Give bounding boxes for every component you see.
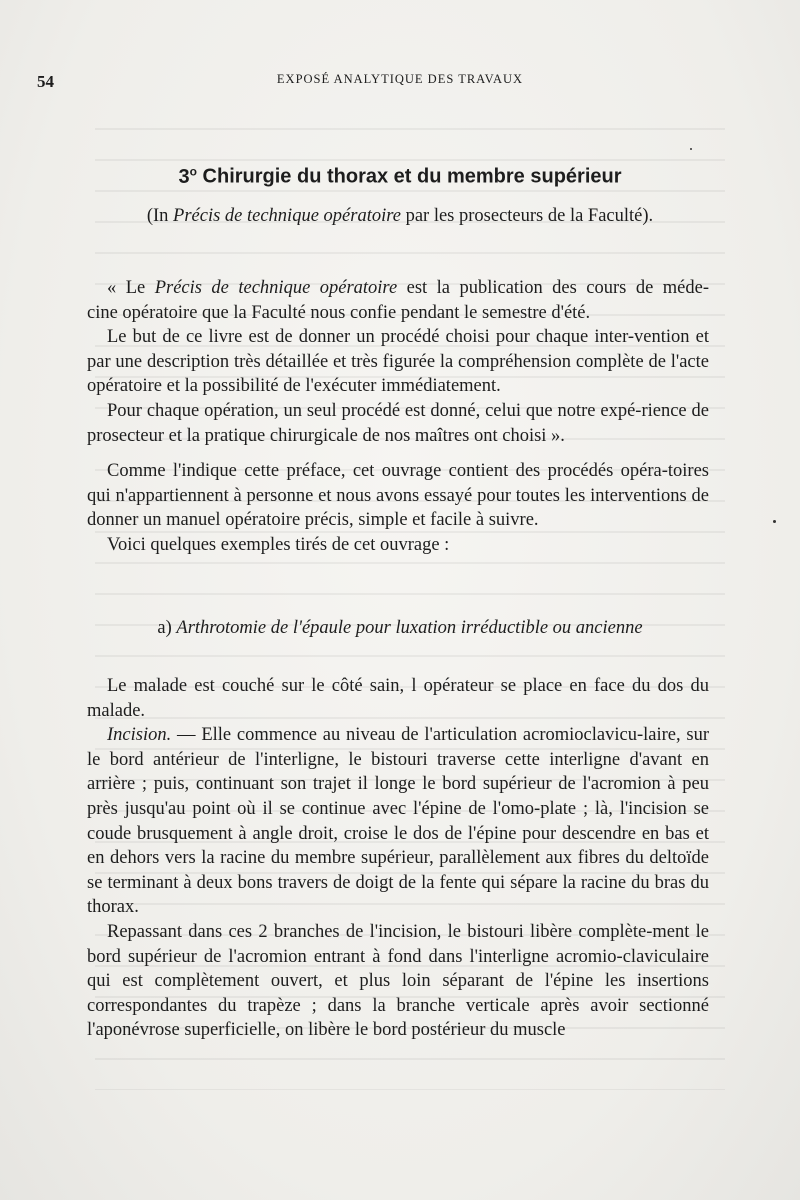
quote-paragraph-3: Pour chaque opération, un seul procédé est donné, celui que notre expé-rience de prosecteur et la pratique chirurgicale de nos maîtres ont choisi ».: [87, 400, 709, 446]
quote-line-1: « Le Précis de technique opératoire est la publication des cours de méde-: [107, 278, 709, 298]
procedure-paragraph-1: Le malade est couché sur le côté sain, l opérateur se place en face du dos du malade.: [87, 676, 709, 721]
intro-block: [87, 459, 709, 557]
subheading: a) Arthrotomie de l'épaule pour luxation irréductible ou ancienne: [157, 618, 643, 638]
section-source: (In Précis de technique opératoire par les prosecteurs de la Faculté).: [146, 206, 654, 226]
intro-paragraph-1: Comme l'indique cette préface, cet ouvrage contient des procédés opéra-toires qui n'appartiennent à personne et nous avons essayé pour toutes les interventions de donner un manuel opératoire précis, simple et facile à suivre.: [87, 461, 709, 531]
page-number: 54: [37, 72, 54, 91]
intro-paragraph-2: Voici quelques exemples tirés de cet ouvrage :: [107, 534, 450, 555]
quote-paragraph-2: Le but de ce livre est de donner un procédé choisi pour chaque inter-vention et par une description très détaillée et très figurée la compréhension complète de l'acte opératoire et la possibilité de l'exécuter immédiatement.: [87, 327, 709, 397]
section-title-text: Chirurgie du thorax et du membre supérieur: [202, 165, 622, 188]
book-title: Précis de technique opératoire: [173, 206, 401, 226]
quote-line-2: cine opératoire que la Faculté nous confie pendant le semestre d'été.: [87, 302, 591, 323]
running-head: EXPOSÉ ANALYTIQUE DES TRAVAUX: [276, 72, 524, 86]
section-number: 3$^o$: [178, 164, 197, 188]
incision-label: Incision.: [107, 725, 172, 746]
incision-paragraph: Incision. — Elle commence au niveau de l'articulation acromioclavicu-laire, sur le bord antérieur de l'interligne, le bistouri traverse cette interligne d'avant en arrière ; puis, continuant son trajet il longe le bord supérieur de l'acromion à peu près jusqu'au point où il se continue avec l'épine de l'omo-plate ; là, l'incision se coude brusquement à angle droit, croise le dos de l'épine pour descendre en bas et en dehors vers la racine du membre supérieur, parallèlement aux fibres du deltoïde se terminant à deux bons travers de doigt de la fente qui sépare la racine du bras du thorax.: [87, 725, 709, 918]
quote-block: [87, 276, 709, 448]
speck-mark: [690, 148, 692, 150]
procedure-paragraph-3: Repassant dans ces 2 branches de l'incision, le bistouri libère complète-ment le bord supérieur de l'acromion entrant à fond dans l'interligne acromio-claviculaire qui est complètement ouvert, et plus loin séparant de l'épine les insertions correspondantes du trapèze ; dans la branche verticale après avoir sectionné l'aponévrose superficielle, on libère le bord postérieur du muscle: [87, 921, 709, 1041]
speck-mark: [773, 520, 776, 523]
section-title: [0, 164, 800, 189]
procedure-block: [87, 674, 709, 1043]
